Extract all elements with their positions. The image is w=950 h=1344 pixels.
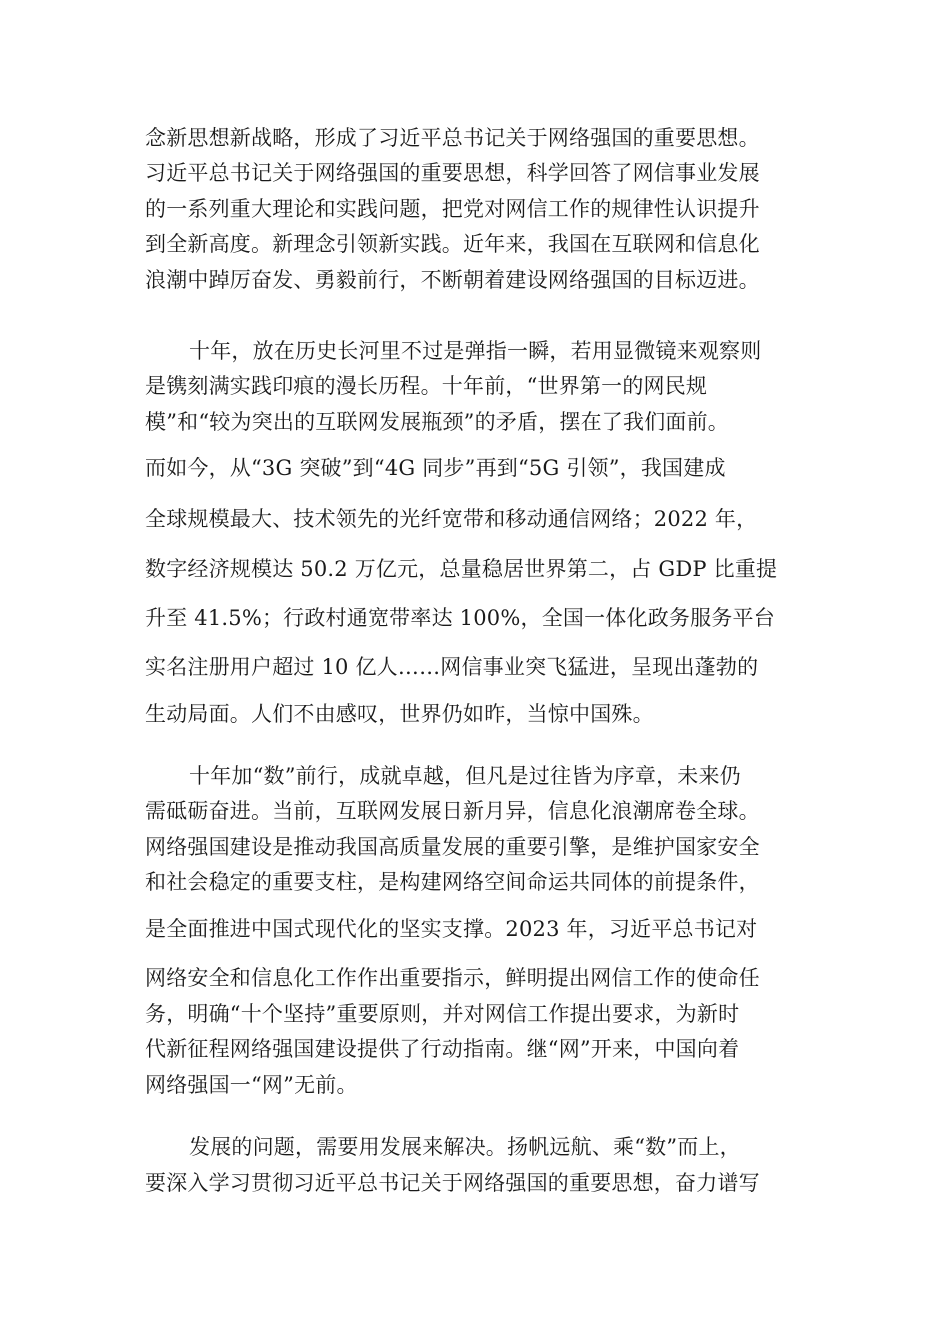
text-line: 代新征程网络强国建设提供了行动指南。继“网”开来，中国向着 [145,1037,740,1061]
text-line: 的一系列重大理论和实践问题，把党对网信工作的规律性认识提升 [145,197,760,221]
text-line: 到全新高度。新理念引领新实践。近年来，我国在互联网和信息化 [145,232,760,256]
text-line: 升至 41.5%；行政村通宽带率达 100%，全国一体化政务服务平台 [145,606,775,630]
text-line: 生动局面。人们不由感叹，世界仍如昨，当惊中国殊。 [145,702,654,726]
text-line: 需砥砺奋进。当前，互联网发展日新月异，信息化浪潮席卷全球。 [145,799,760,823]
text-line: 而如今，从“3G 突破”到“4G 同步”再到“5G 引领”，我国建成 [145,456,726,480]
text-line: 习近平总书记关于网络强国的重要思想，科学回答了网信事业发展 [145,161,760,185]
text-line: 是镌刻满实践印痕的漫长历程。十年前，“世界第一的网民规 [145,374,708,398]
text-line: 全球规模最大、技术领先的光纤宽带和移动通信网络；2022 年， [145,507,758,531]
text-line: 网络强国建设是推动我国高质量发展的重要引擎，是维护国家安全 [145,835,760,859]
text-line: 务，明确“十个坚持”重要原则，并对网信工作提出要求，为新时 [145,1002,740,1026]
text-line: 网络强国一“网”无前。 [145,1073,358,1097]
text-line: 十年，放在历史长河里不过是弹指一瞬，若用显微镜来观察则 [189,339,762,363]
text-line: 网络安全和信息化工作作出重要指示，鲜明提出网信工作的使命任 [145,966,760,990]
text-line: 是全面推进中国式现代化的坚实支撑。2023 年，习近平总书记对 [145,917,758,941]
text-line: 实名注册用户超过 10 亿人……网信事业突飞猛进，呈现出蓬勃的 [145,655,759,679]
text-line: 发展的问题，需要用发展来解决。扬帆远航、乘“数”而上， [189,1135,741,1159]
text-line: 念新思想新战略，形成了习近平总书记关于网络强国的重要思想。 [145,126,760,150]
text-line: 浪潮中踔厉奋发、勇毅前行，不断朝着建设网络强国的目标迈进。 [145,268,760,292]
text-line: 数字经济规模达 50.2 万亿元，总量稳居世界第二，占 GDP 比重提 [145,557,778,581]
text-line: 要深入学习贯彻习近平总书记关于网络强国的重要思想，奋力谱写 [145,1171,760,1195]
text-line: 模”和“较为突出的互联网发展瓶颈”的矛盾，摆在了我们面前。 [145,410,730,434]
text-line: 十年加“数”前行，成就卓越，但凡是过往皆为序章，未来仍 [189,764,741,788]
text-line: 和社会稳定的重要支柱，是构建网络空间命运共同体的前提条件， [145,870,760,894]
